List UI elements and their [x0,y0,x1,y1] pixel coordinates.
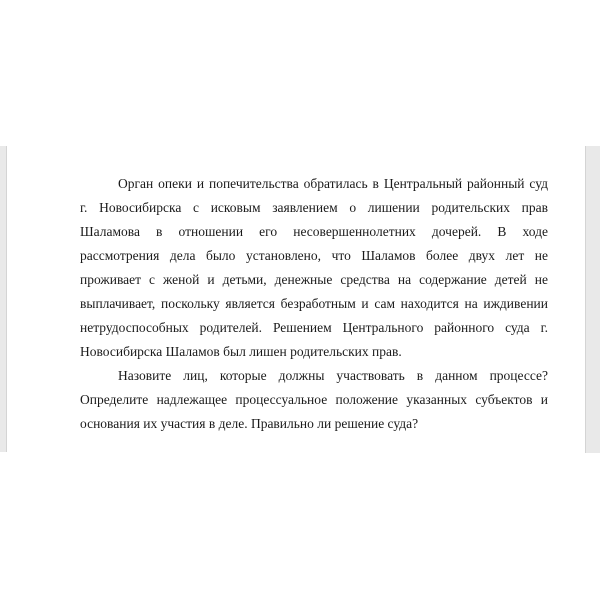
text-line: Назовите лиц, которые должны участвовать в данном процессе? [118,368,548,383]
text-line: основания их участия в деле. Правильно ли решение суда? [80,416,419,431]
document-text [80,172,548,436]
text-line: выплачивает, поскольку является безработным и сам находится на иждивении [80,296,548,311]
paragraph [80,172,548,364]
text-line: проживает с женой и детьми, денежные средства на содержание детей не [80,272,548,287]
text-line: нетрудоспособных родителей. Решением Центрального районного суда г. [80,320,548,335]
paragraph [80,364,548,436]
text-line: г. Новосибирска с исковым заявлением о лишении родительских прав [80,200,548,215]
text-line: Орган опеки и попечительства обратилась в Центральный районный суд [118,176,548,191]
text-line: Определите надлежащее процессуальное положение указанных субъектов и [80,392,548,407]
text-line: Шаламова в отношении его несовершеннолетних дочерей. В ходе [80,224,548,239]
text-line: Новосибирска Шаламов был лишен родительских прав. [80,344,402,359]
text-line: рассмотрения дела было установлено, что Шаламов более двух лет не [80,248,548,263]
page-right-gutter [585,146,600,453]
page-left-gutter [0,146,7,452]
